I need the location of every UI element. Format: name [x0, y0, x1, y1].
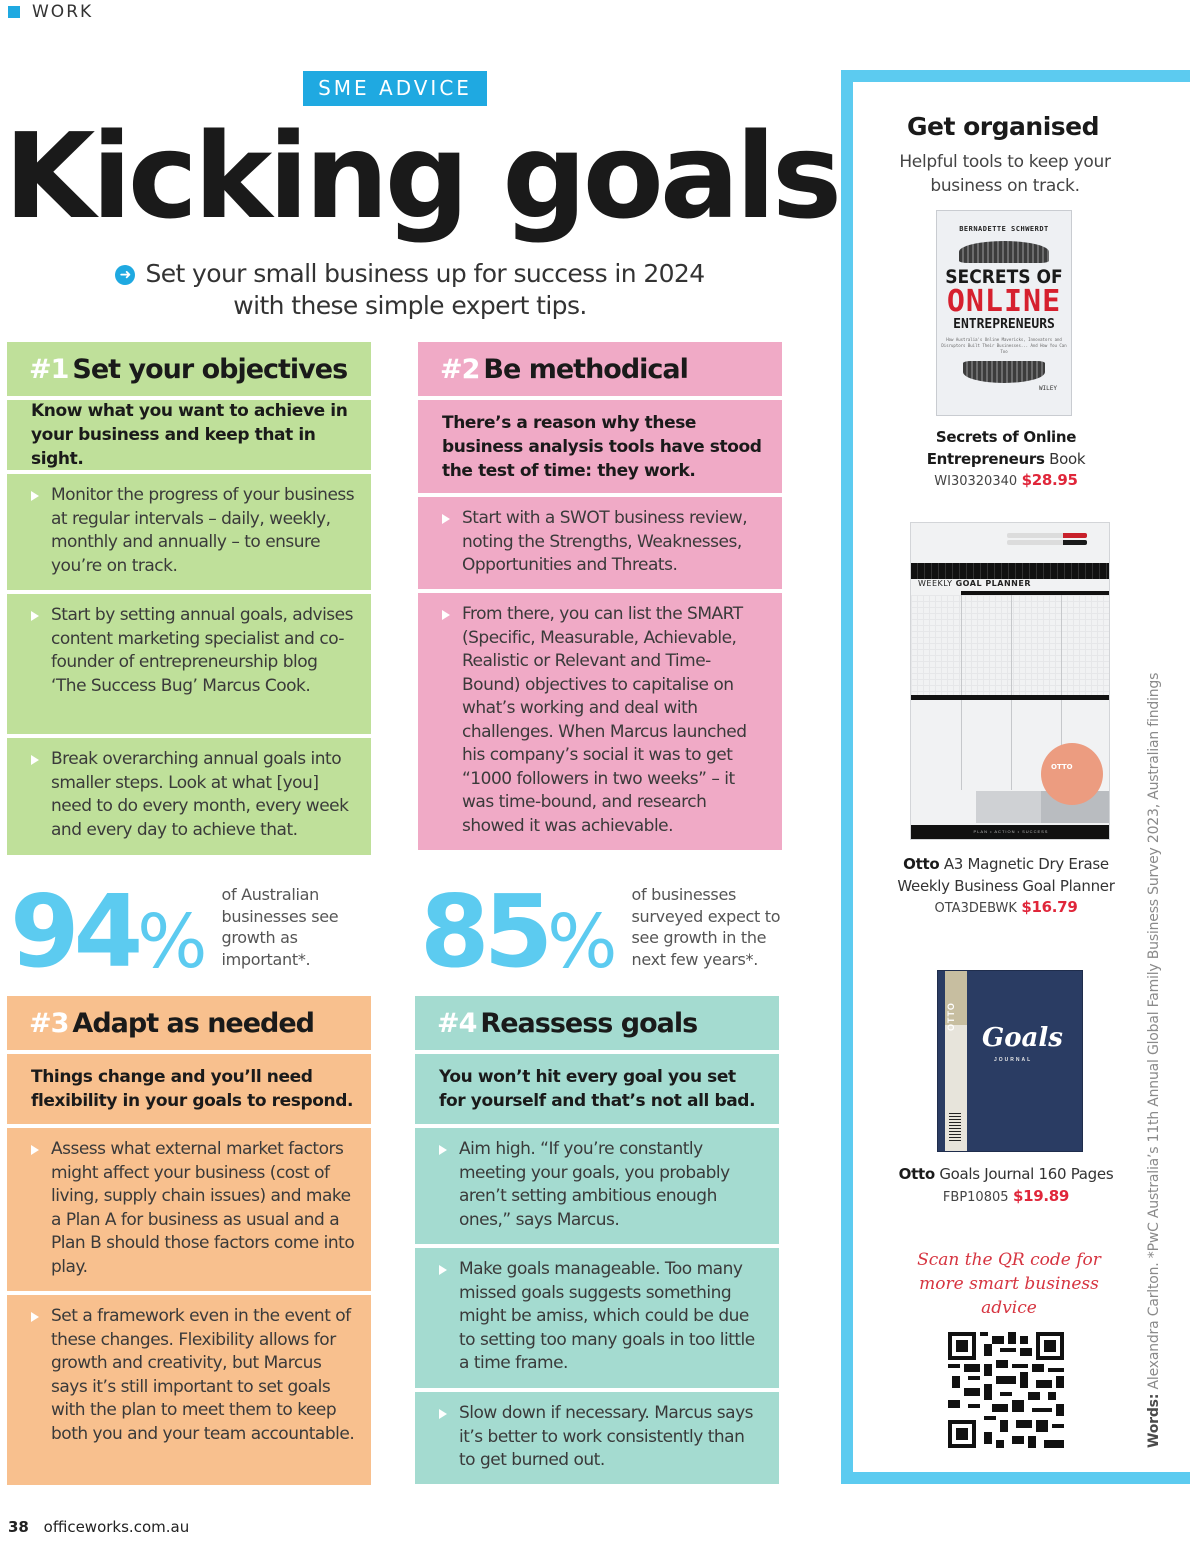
- sidebar-title: Get organised: [907, 112, 1099, 141]
- product-type: Book: [1049, 449, 1086, 468]
- tip-bullet: Start by setting annual goals, advises content marketing specialist and co-founder of entrepreneurship blog ‘The Success Bug’ Marcus Cook.: [7, 594, 371, 734]
- stat-unit: %: [137, 899, 208, 985]
- standfirst: [100, 258, 720, 322]
- standfirst-text: Set your small business up for success in 2024 with these simple expert tips.: [145, 259, 705, 320]
- tip-title-text: Be methodical: [483, 353, 688, 385]
- bullet-triangle-icon: [439, 1145, 447, 1155]
- bullet-triangle-icon: [31, 1312, 39, 1322]
- tip-bullet: Monitor the progress of your business at regular intervals – daily, weekly, monthly and annually – to ensure you’re on track.: [7, 474, 371, 590]
- qr-call-to-action: Scan the QR code for more smart business advice: [917, 1250, 1101, 1318]
- arrow-right-circle-icon: ➜: [115, 265, 135, 285]
- credits-label: Words:: [1146, 1393, 1162, 1448]
- bullet-triangle-icon: [442, 610, 450, 620]
- stat-unit: %: [547, 899, 618, 985]
- stat-description: of Australian businesses see growth as important*.: [221, 885, 339, 969]
- tip-bullet: Set a framework even in the event of these changes. Flexibility allows for growth and creativity, but Marcus says it’s still important to set goals with the plan to meet them to keep both you and your team accountable.: [7, 1295, 371, 1485]
- section-tag: [8, 2, 93, 22]
- kicker-badge: SME ADVICE: [303, 71, 487, 106]
- product-code: FBP10805: [942, 1189, 1009, 1205]
- product-price: $28.95: [1021, 471, 1078, 489]
- section-label: WORK: [32, 2, 94, 22]
- tip-4: [415, 996, 779, 1484]
- tip-3: [7, 996, 371, 1485]
- bullet-triangle-icon: [439, 1265, 447, 1275]
- tip-title-text: Set your objectives: [72, 353, 348, 385]
- page-number: 38: [8, 1518, 29, 1536]
- product-name: Otto: [903, 855, 940, 873]
- tip-bullet: Break overarching annual goals into smaller steps. Look at what [you] need to do every month, every week and every day to achieve that.: [7, 738, 371, 855]
- tip-bullet: Make goals manageable. Too many missed goals suggests something might be amiss, which could be due to setting too many goals in too little a time frame.: [415, 1248, 779, 1388]
- tip-title: [7, 996, 371, 1050]
- product-name: Secrets of Online Entrepreneurs: [926, 428, 1077, 468]
- tip-bullet: Start with a SWOT business review, noting the Strengths, Weaknesses, Opportunities and Threats.: [418, 497, 782, 589]
- qr-code-icon[interactable]: [948, 1332, 1064, 1448]
- bullet-triangle-icon: [31, 755, 39, 765]
- tip-bullet: Assess what external market factors might affect your business (cost of living, supply chain issues) and make a Plan A for business as usual and a Plan B should those factors come into play.: [7, 1128, 371, 1291]
- product-type: A3 Magnetic Dry Erase Weekly Business Goal Planner: [897, 855, 1115, 895]
- credits: [1146, 673, 1162, 1448]
- product-caption: [891, 854, 1121, 920]
- credits-text: Alexandra Carlton. *PwC Australia’s 11th Annual Global Family Business Survey 2023, Australian findings: [1146, 672, 1162, 1390]
- product-code: WI30320340: [934, 474, 1018, 489]
- page-footer: [8, 1518, 189, 1536]
- tip-2: [418, 342, 782, 850]
- tip-number: #3: [29, 1007, 69, 1039]
- product-type: Goals Journal 160 Pages: [939, 1165, 1114, 1183]
- bullet-triangle-icon: [439, 1409, 447, 1419]
- stat-94: [10, 873, 347, 990]
- goals-journal-image[interactable]: OTTO Goals JOURNAL: [937, 970, 1083, 1152]
- page-title: Kicking goals: [4, 107, 839, 245]
- product-caption: [891, 1164, 1121, 1208]
- tip-intro: Things change and you’ll need flexibility in your goals to respond.: [7, 1054, 371, 1124]
- product-caption: [891, 427, 1121, 493]
- product-price: $16.79: [1021, 898, 1078, 916]
- goal-planner-image[interactable]: WEEKLY GOAL PLANNER OTTO PLAN • ACTION • SUCCESS: [910, 522, 1110, 840]
- barcode-icon: [949, 1111, 961, 1141]
- stat-85: [420, 873, 792, 990]
- bullet-triangle-icon: [31, 611, 39, 621]
- tip-title-text: Reassess goals: [480, 1007, 698, 1039]
- tip-number: #4: [437, 1007, 477, 1039]
- bullet-triangle-icon: [31, 1145, 39, 1155]
- ornament-icon: [959, 241, 1049, 263]
- tip-number: #1: [29, 353, 69, 385]
- tip-intro: Know what you want to achieve in your business and keep that in sight.: [7, 400, 371, 470]
- tip-intro: There’s a reason why these business analysis tools have stood the test of time: they work.: [418, 400, 782, 493]
- stat-description: of businesses surveyed expect to see growth in the next few years*.: [631, 885, 781, 969]
- otto-badge: OTTO: [1041, 743, 1103, 805]
- section-square-icon: [8, 6, 20, 18]
- markers-icon: [1007, 531, 1087, 547]
- stat-value: 94: [10, 873, 138, 990]
- tip-bullet: Aim high. “If you’re constantly meeting your goals, you probably aren’t setting ambitious enough ones,” says Marcus.: [415, 1128, 779, 1244]
- tip-intro: You won’t hit every goal you set for yourself and that’s not all bad.: [415, 1054, 779, 1124]
- site-link[interactable]: officeworks.com.au: [43, 1518, 190, 1536]
- product-code: OTA3DEBWK: [934, 901, 1017, 916]
- bullet-triangle-icon: [442, 514, 450, 524]
- bullet-triangle-icon: [31, 491, 39, 501]
- tip-bullet: Slow down if necessary. Marcus says it’s better to work consistently than to get burned out.: [415, 1392, 779, 1484]
- sidebar-subtitle: Helpful tools to keep your business on track.: [899, 152, 1111, 196]
- tip-number: #2: [440, 353, 480, 385]
- product-name: Otto: [898, 1165, 935, 1183]
- tip-title: [415, 996, 779, 1050]
- tip-1: [7, 342, 371, 855]
- tip-title-text: Adapt as needed: [72, 1007, 315, 1039]
- tip-title: [7, 342, 371, 396]
- ornament-icon: [963, 361, 1045, 383]
- product-price: $19.89: [1012, 1186, 1070, 1205]
- book-cover-image[interactable]: BERNADETTE SCHWERDT SECRETS OF ONLINE ENTREPRENEURS How Australia's Online Mavericks, Innovators and Disruptors Built Their Businesses... And How You Can Too WILEY: [936, 210, 1072, 416]
- tip-bullet: From there, you can list the SMART (Specific, Measurable, Achievable, Realistic or Relevant and Time-Bound) objectives to capitalise on what’s working and deal with challenges. When Marcus launched his company’s social it was to get “1000 followers in two weeks” – it was time-bound, and research showed it was achievable.: [418, 593, 782, 850]
- tip-title: [418, 342, 782, 396]
- stat-value: 85: [420, 873, 548, 990]
